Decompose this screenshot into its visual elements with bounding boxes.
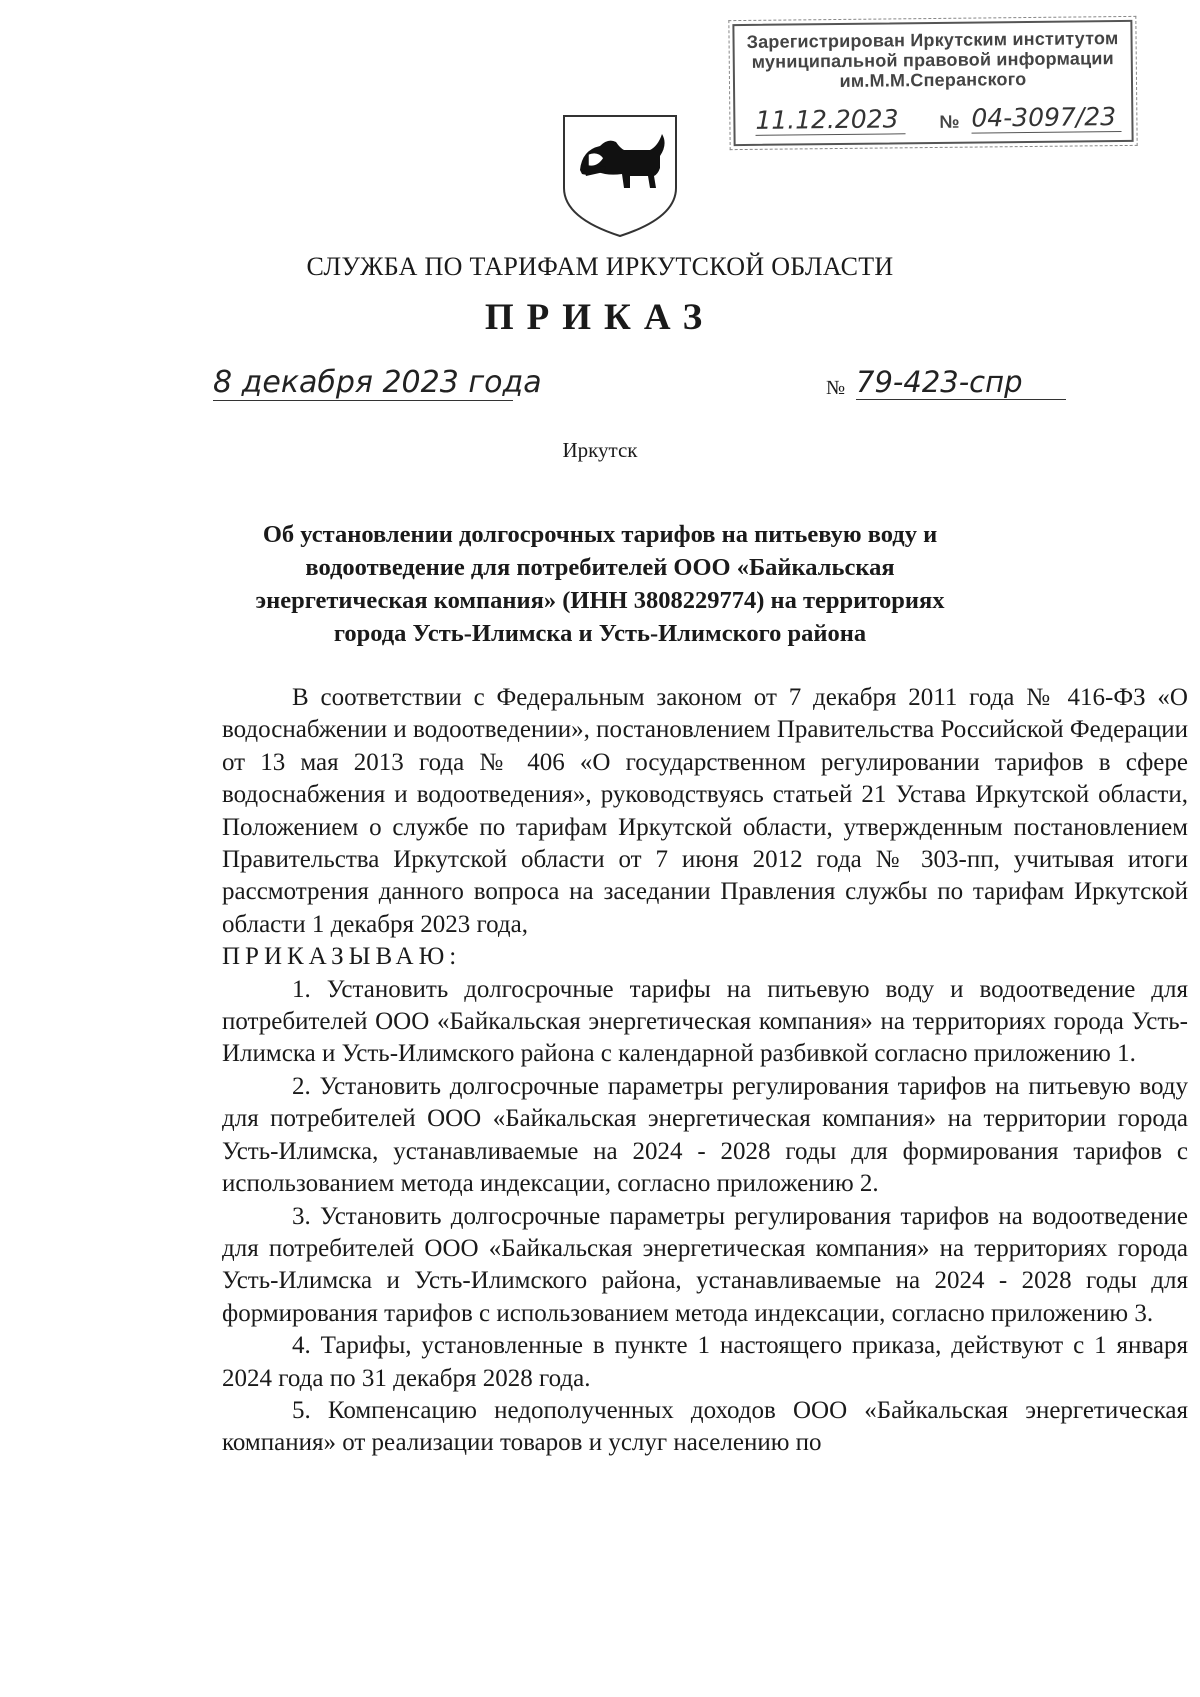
stamp-date: 11.12.2023 bbox=[755, 104, 905, 136]
agency-name: СЛУЖБА ПО ТАРИФАМ ИРКУТСКОЙ ОБЛАСТИ bbox=[306, 252, 894, 281]
order-item-1: 1. Установить долгосрочные тарифы на питьевую воду и водоотведение для потребителей ООО «Байкальская энергетическая компания» на территориях города Усть-Илимска и Усть-Илимского района с календарной разбивкой согласно приложению 1. bbox=[222, 975, 1188, 1068]
order-item-5: 5. Компенсацию недополученных доходов ООО «Байкальская энергетическая компания» от реализации товаров и услуг населению по bbox=[222, 1396, 1188, 1457]
document-type-title: ПРИКАЗ bbox=[484, 297, 716, 338]
document-body bbox=[222, 682, 1188, 1460]
stamp-line-3: им.М.М.Сперанского bbox=[839, 69, 1027, 91]
stamp-registration-row bbox=[749, 102, 1121, 136]
stamp-number-sign: № bbox=[939, 111, 960, 132]
stamp-line-2: муниципальной правовой информации bbox=[751, 48, 1114, 72]
order-item-4: 4. Тарифы, установленные в пункте 1 настоящего приказа, действуют с 1 января 2024 года по 31 декабря 2028 года. bbox=[222, 1332, 1188, 1392]
coat-of-arms-icon bbox=[558, 110, 682, 240]
order-word: ПРИКАЗЫВАЮ: bbox=[222, 943, 462, 971]
order-item-2: 2. Установить долгосрочные параметры регулирования тарифов на питьевую воду для потребителей ООО «Байкальская энергетическая компания» на территории города Усть-Илимска, устанавливаемые на 2024 - 2028 годы для формирования тарифов с использованием метода индексации, согласно приложению 2. bbox=[222, 1072, 1188, 1198]
handwritten-order-number: 79-423-спр bbox=[856, 365, 1066, 400]
handwritten-date: 8 декабря 2023 года bbox=[213, 365, 542, 400]
document-subject: Об установлении долгосрочных тарифов на питьевую воду и водоотведение для потребителей ООО «Байкальская энергетическая компания» (ИНН 3808229774) на территориях города Усть-Илимска и Усть-Илимского района bbox=[255, 521, 945, 647]
stamp-line-1: Зарегистрирован Иркутским институтом bbox=[746, 28, 1119, 52]
registration-stamp bbox=[732, 20, 1133, 146]
order-item-3: 3. Установить долгосрочные параметры регулирования тарифов на водоотведение для потребителей ООО «Байкальская энергетическая компания» на территориях города Усть-Илимска и Усть-Илимского района, устанавливаемые на 2024 - 2028 годы для формирования тарифов с использованием метода индексации, согласно приложению 3. bbox=[222, 1202, 1188, 1327]
city-name: Иркутск bbox=[562, 438, 638, 462]
order-number-sign: № bbox=[826, 377, 846, 399]
preamble-paragraph: В соответствии с Федеральным законом от 7 декабря 2011 года № 416-ФЗ «О водоснабжении и водоотведении», постановлением Правительства Российской Федерации от 13 мая 2013 года № 406 «О государственном регулировании тарифов в сфере водоснабжения и водоотведения», руководствуясь статьей 21 Устава Иркутской области, Положением о службе по тарифам Иркутской области, утвержденным постановлением Правительства Иркутской области от 7 июня 2012 года № 303-пп, учитывая итоги рассмотрения данного вопроса на заседании Правления службы по тарифам Иркутской области 1 декабря 2023 года, bbox=[222, 684, 1188, 938]
stamp-number: 04-3097/23 bbox=[971, 102, 1121, 134]
